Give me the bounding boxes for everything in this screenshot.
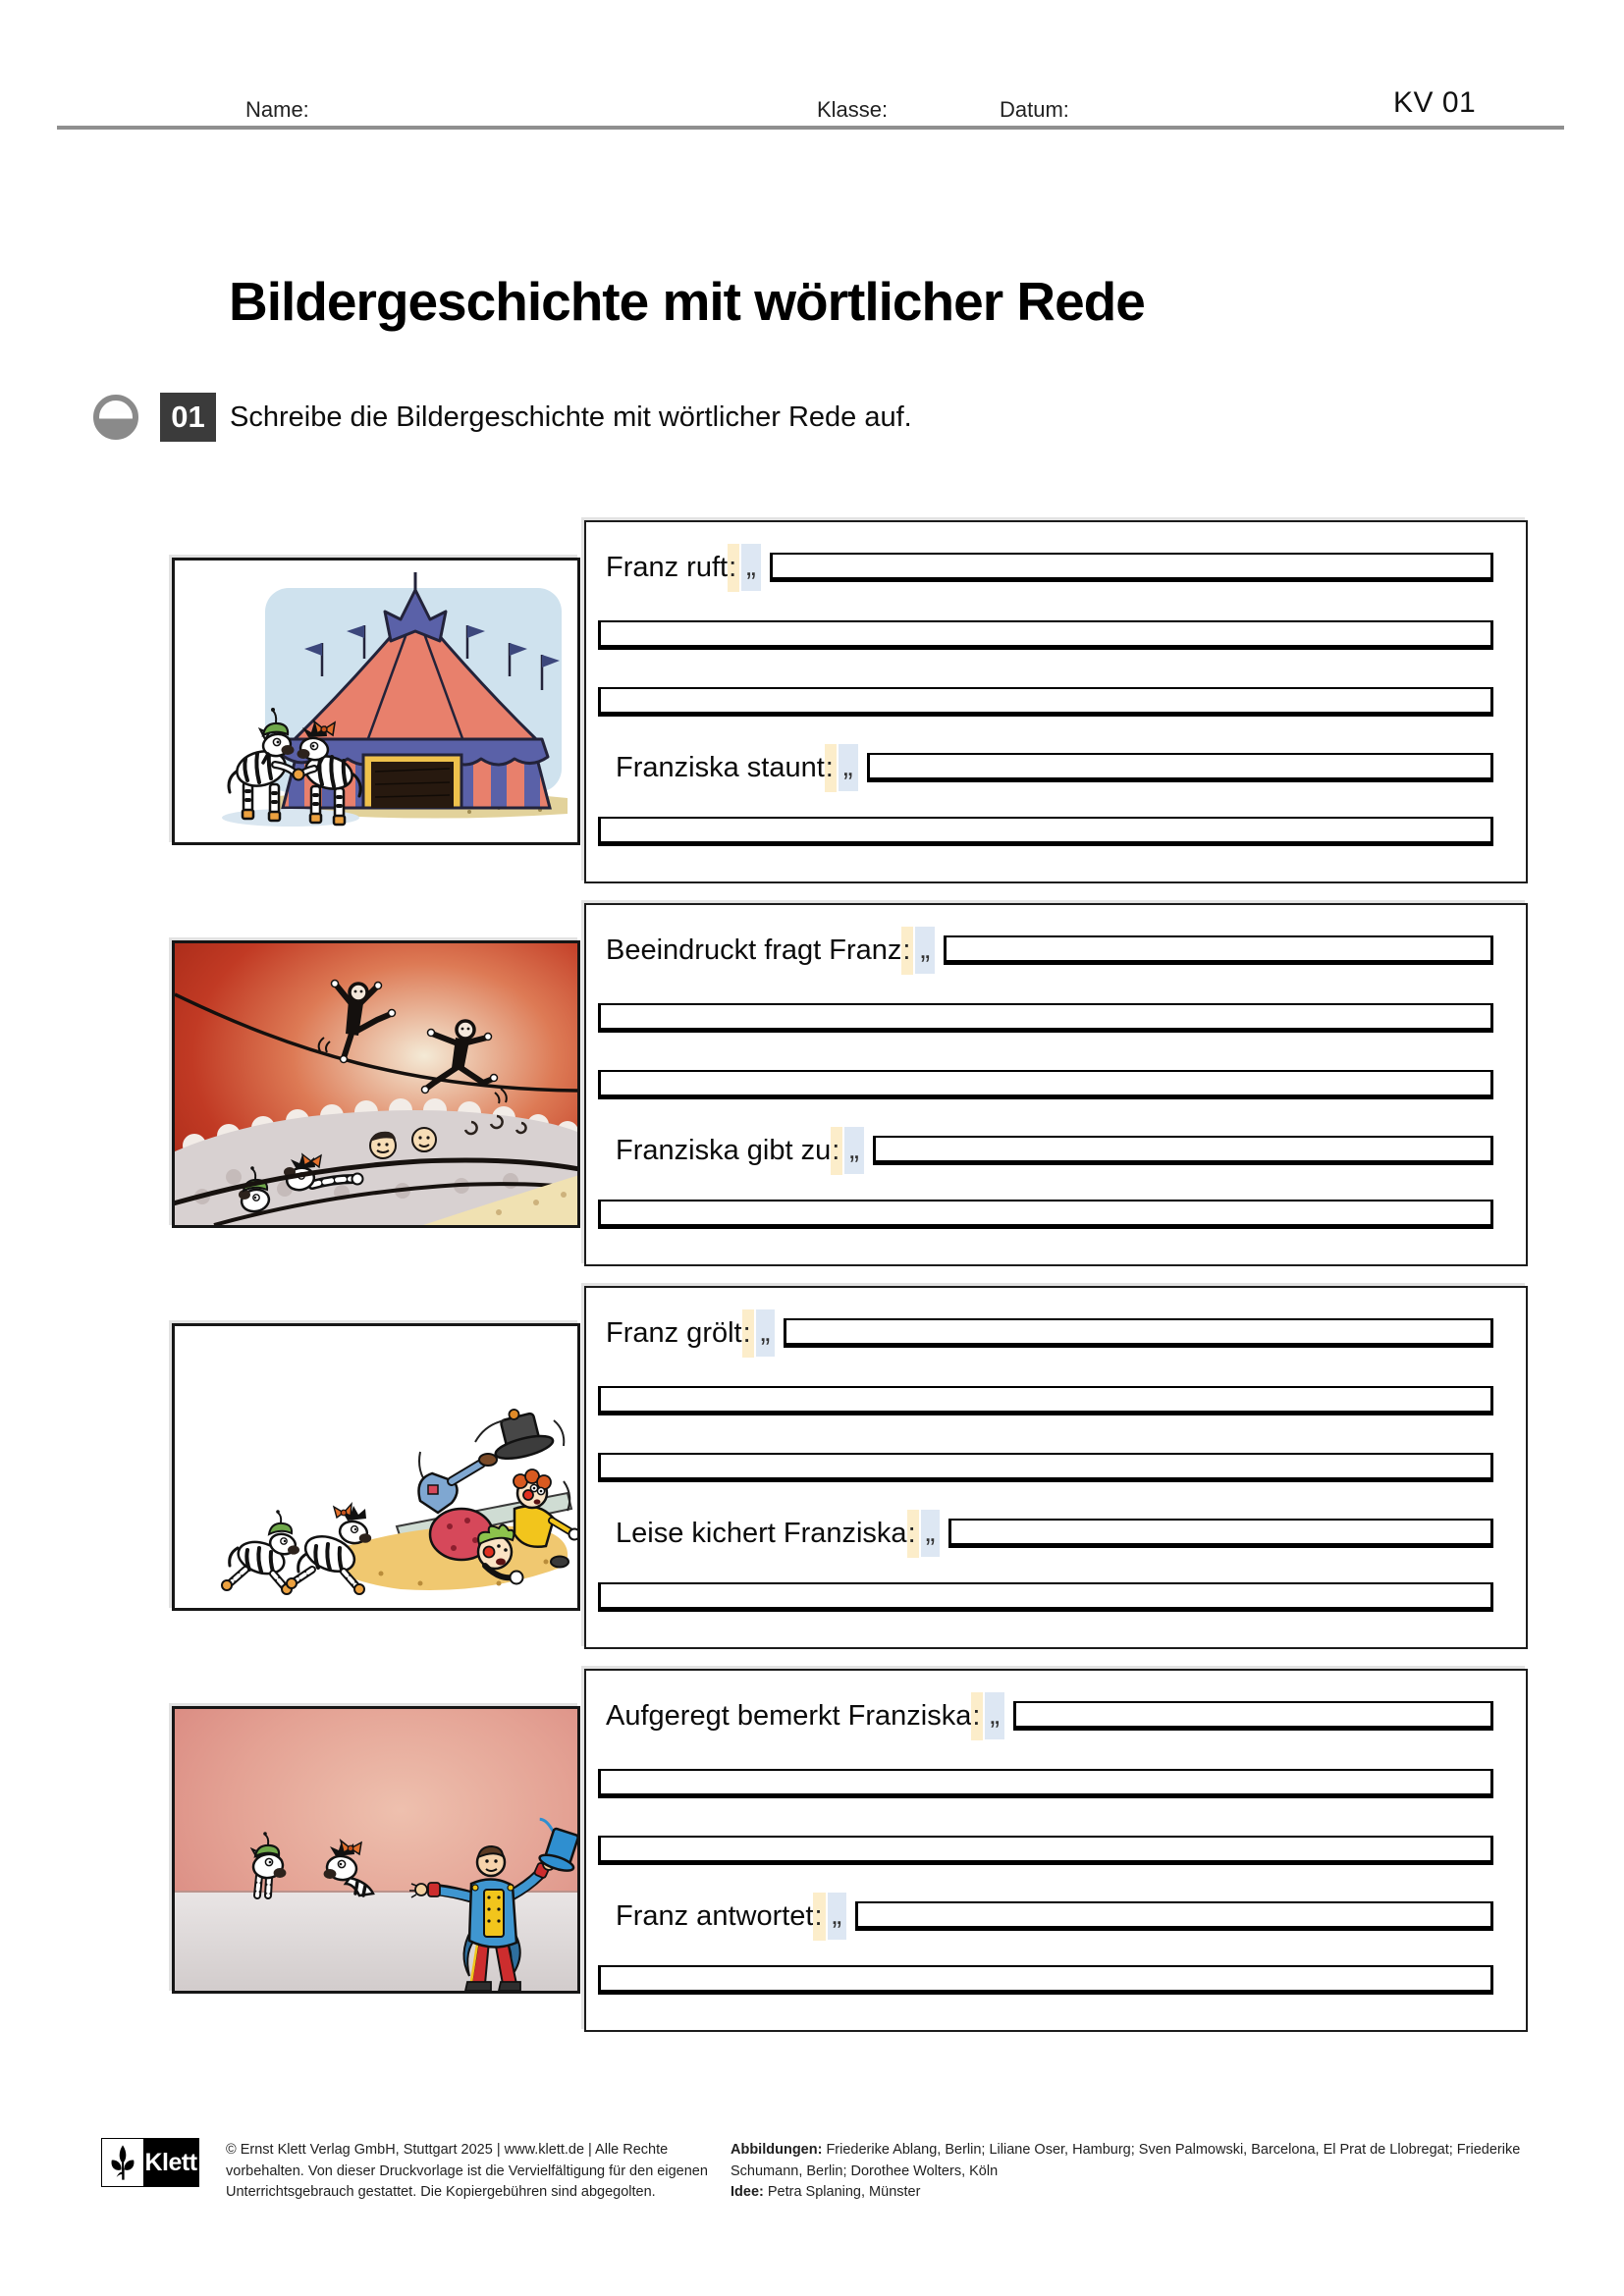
writing-line[interactable]: [598, 1836, 1493, 1865]
answer-block-1: [584, 520, 1528, 883]
credits-value: Friederike Ablang, Berlin; Liliane Oser, Hamburg; Sven Palmowski, Barcelona, El Prat de Llobregat; Friederike Schumann, Berlin; Dorothee Wolters, Köln: [731, 2142, 1521, 2179]
open-quote-mark: „: [828, 1893, 847, 1940]
prompt-row: [598, 1309, 1493, 1357]
story-row-1: [0, 520, 1624, 905]
answer-block-2: [584, 903, 1528, 1266]
colon-highlight: :: [728, 544, 739, 592]
writing-line[interactable]: [948, 1519, 1493, 1548]
kv-code: KV 01: [1393, 86, 1477, 119]
prompt-label: Franziska staunt: [616, 751, 825, 783]
prompt-label: Leise kichert Franziska: [616, 1517, 907, 1549]
answer-block-4: [584, 1669, 1528, 2032]
ringmaster-illustration: [175, 1709, 577, 1991]
idea-label: Idee:: [731, 2184, 764, 2200]
writing-line[interactable]: [1013, 1701, 1493, 1731]
writing-line[interactable]: [598, 817, 1493, 846]
story-row-3: [0, 1286, 1624, 1671]
klett-plant-icon: [102, 2139, 143, 2186]
prompt-row: [598, 744, 1493, 791]
prompt-row: [598, 1692, 1493, 1739]
writing-line[interactable]: [598, 1582, 1493, 1612]
prompt-row: [598, 1893, 1493, 1940]
open-quote-mark: „: [921, 1510, 941, 1557]
task-instruction: Schreibe die Bildergeschichte mit wörtlicher Rede auf.: [230, 401, 912, 433]
klett-logo: [101, 2138, 199, 2187]
klett-logo-text: Klett: [143, 2139, 198, 2186]
tumbling-clowns-illustration: [175, 1326, 577, 1608]
story-row-2: [0, 903, 1624, 1288]
name-label: Name:: [245, 97, 309, 122]
writing-line[interactable]: [770, 553, 1493, 582]
prompt-label: Beeindruckt fragt Franz: [606, 934, 902, 966]
page-title: Bildergeschichte mit wörtlicher Rede: [229, 270, 1145, 332]
writing-task-icon: [93, 395, 138, 440]
credits-label: Abbildungen:: [731, 2142, 823, 2158]
tightrope-acrobats-illustration: [175, 943, 577, 1225]
klasse-label: Klasse:: [817, 97, 889, 122]
answer-block-3: [584, 1286, 1528, 1649]
writing-line[interactable]: [784, 1318, 1493, 1348]
prompt-label: Franz antwortet: [616, 1899, 814, 1932]
panel-image-1: [172, 558, 580, 845]
open-quote-mark: „: [741, 544, 761, 591]
story-row-4: [0, 1669, 1624, 2054]
prompt-row: [598, 544, 1493, 591]
open-quote-mark: „: [839, 744, 858, 791]
datum-label: Datum:: [1000, 97, 1069, 122]
writing-line[interactable]: [855, 1901, 1493, 1931]
prompt-label: Franz ruft: [606, 551, 729, 583]
prompt-label: Franziska gibt zu: [616, 1134, 832, 1166]
open-quote-mark: „: [915, 927, 935, 974]
open-quote-mark: „: [985, 1692, 1004, 1739]
writing-line[interactable]: [598, 1453, 1493, 1482]
writing-line[interactable]: [598, 1769, 1493, 1798]
header-rule: [57, 126, 1564, 130]
writing-line[interactable]: [598, 687, 1493, 717]
panel-image-4: [172, 1706, 580, 1994]
writing-line[interactable]: [598, 1003, 1493, 1033]
panel-image-3: [172, 1323, 580, 1611]
circus-tent-illustration: [175, 561, 577, 842]
prompt-row: [598, 927, 1493, 974]
prompt-row: [598, 1127, 1493, 1174]
writing-line[interactable]: [944, 935, 1493, 965]
colon-highlight: :: [742, 1309, 754, 1358]
prompt-label: Aufgeregt bemerkt Franziska: [606, 1699, 972, 1732]
colon-highlight: :: [825, 744, 837, 792]
colon-highlight: :: [971, 1692, 983, 1740]
colon-highlight: :: [831, 1127, 842, 1175]
writing-line[interactable]: [598, 1965, 1493, 1995]
credits-text: [731, 2140, 1538, 2204]
prompt-row: [598, 1510, 1493, 1557]
writing-line[interactable]: [867, 753, 1494, 782]
writing-line[interactable]: [598, 1386, 1493, 1415]
task-number-badge: 01: [160, 393, 216, 442]
colon-highlight: :: [907, 1510, 919, 1558]
panel-image-2: [172, 940, 580, 1228]
writing-line[interactable]: [598, 620, 1493, 650]
colon-highlight: :: [901, 927, 913, 975]
writing-line[interactable]: [598, 1070, 1493, 1099]
prompt-label: Franz grölt: [606, 1316, 742, 1349]
idea-value: Petra Splaning, Münster: [767, 2184, 921, 2200]
copyright-text: © Ernst Klett Verlag GmbH, Stuttgart 2025 | www.klett.de | Alle Rechte vorbehalten. Von dieser Druckvorlage ist die Vervielfältigung für den eigenen Unterrichtsgebrauch gestattet. Die Kopiergebühren sind abgegolten.: [226, 2142, 708, 2200]
colon-highlight: :: [813, 1893, 825, 1941]
open-quote-mark: „: [756, 1309, 776, 1357]
writing-line[interactable]: [873, 1136, 1493, 1165]
open-quote-mark: „: [844, 1127, 864, 1174]
writing-line[interactable]: [598, 1200, 1493, 1229]
